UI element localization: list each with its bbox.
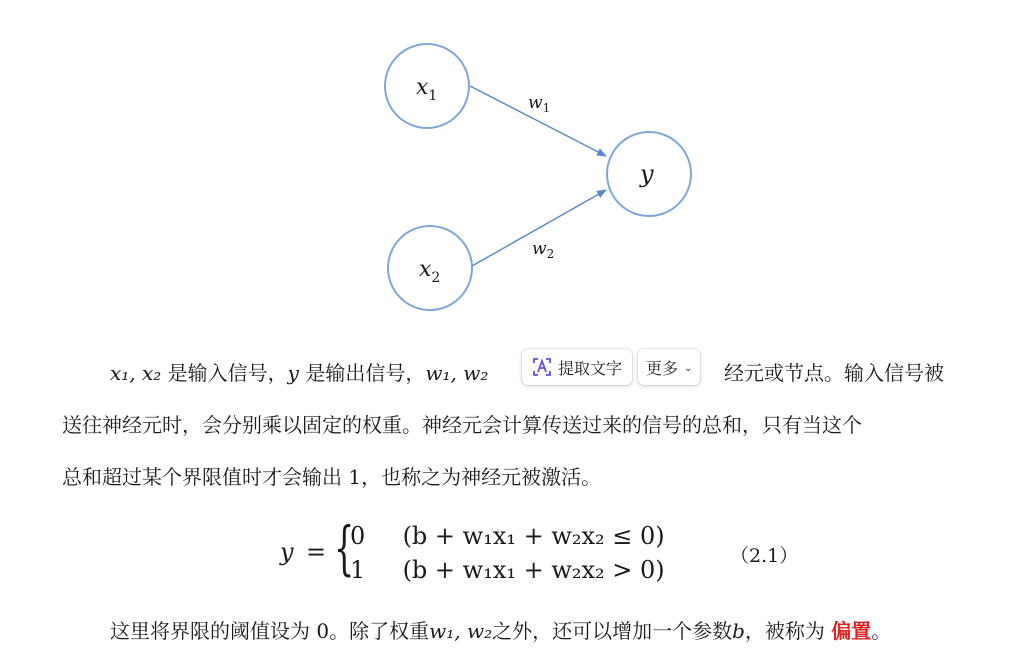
label-x2-sub: 2 (431, 270, 441, 286)
eq-case1-value: 0 (350, 522, 366, 550)
label-y: y (640, 160, 654, 188)
eq-case2-condition: (b + w₁x₁ + w₂x₂ > 0) (402, 556, 665, 584)
math-w1-w2: w₁, w₂ (425, 361, 489, 385)
label-x1-main: x (416, 75, 429, 100)
p2-math-b: b (732, 619, 745, 643)
paragraph1-line1-end: 经元或节点。输入信号被 (724, 361, 944, 385)
label-x1-sub: 1 (428, 88, 438, 104)
more-button[interactable] (638, 349, 700, 385)
selection-toolbar (522, 348, 700, 386)
math-x1-x2: x₁, x₂ (110, 361, 162, 385)
label-w2-sub: 2 (546, 247, 555, 261)
math-y: y (287, 361, 299, 385)
paragraph2 (110, 604, 1018, 658)
label-w1-sub: 1 (542, 101, 551, 115)
extract-text-button[interactable] (522, 349, 632, 385)
p2-text-b: 之外，还可以增加一个参数 (492, 619, 733, 643)
p1-text-b: 是输出信号， (298, 361, 426, 385)
label-w1-main: w (528, 93, 543, 113)
extract-text-label: 提取文字 (558, 358, 623, 378)
p2-math-w: w₁, w₂ (429, 619, 493, 643)
label-w1 (528, 93, 550, 115)
equation-number: （2.1） (730, 545, 799, 567)
p2-text-c: ，被称为 (744, 619, 832, 643)
eq-equals: = (306, 538, 327, 566)
eq-case2-value: 1 (350, 556, 366, 584)
chevron-down-icon: ⌄ (684, 362, 693, 374)
text-recognition-icon (532, 357, 552, 377)
paragraph1-line2: 送往神经元时，会分别乘以固定的权重。神经元会计算传送过来的信号的总和，只有当这个 (62, 413, 862, 437)
label-x1 (416, 75, 437, 104)
bias-term-highlight: 偏置 (831, 619, 872, 643)
label-x2-main: x (419, 257, 432, 282)
label-w2 (532, 239, 554, 261)
eq-lhs: y (280, 538, 294, 566)
eq-case1-condition: (b + w₁x₁ + w₂x₂ ≤ 0) (402, 522, 665, 550)
label-x2 (419, 257, 440, 286)
p2-text-end: 。 (871, 619, 892, 643)
more-label: 更多 (646, 358, 679, 378)
paragraph1-line3: 总和超过某个界限值时才会输出 1，也称之为神经元被激活。 (62, 465, 602, 489)
label-w2-main: w (532, 239, 547, 259)
p1-text-a: 是输入信号， (161, 361, 288, 385)
eq-case-2 (350, 556, 665, 584)
eq-case-1 (350, 522, 665, 550)
eq-left-brace: { (334, 514, 355, 582)
p2-text-a: 这里将界限的阈值设为 0。除了权重 (110, 619, 430, 643)
